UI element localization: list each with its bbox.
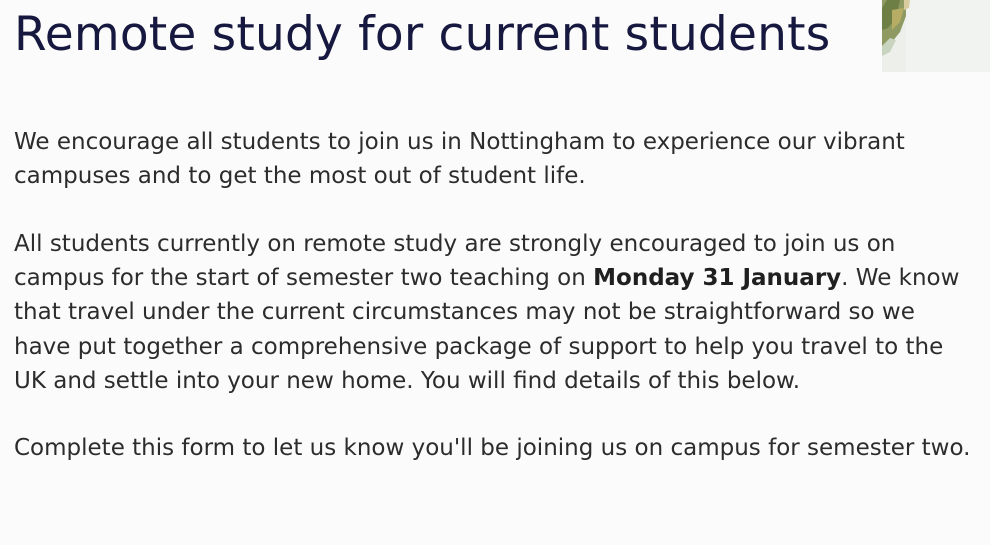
article-body — [14, 125, 974, 466]
campus-thumbnail-image — [882, 0, 990, 72]
details-paragraph — [14, 227, 974, 398]
form-prompt-paragraph: Complete this form to let us know you'll be joining us on campus for semester two. — [14, 435, 971, 462]
page-title: Remote study for current students — [14, 7, 831, 62]
semester-start-date: Monday 31 January — [593, 265, 842, 292]
intro-paragraph: We encourage all students to join us in Nottingham to experience our vibrant campuses and to get the most out of student life. — [14, 129, 905, 190]
details-text-start: All students currently on remote study are strongly encouraged to join us on campus for the start of semester two teaching on — [14, 230, 896, 292]
details-text-end: . We know that travel under the current circumstances may not be straightforward so we have put together a comprehensive package of support to help you travel to the UK and settle into your new home. You will find details of this below. — [14, 265, 960, 394]
